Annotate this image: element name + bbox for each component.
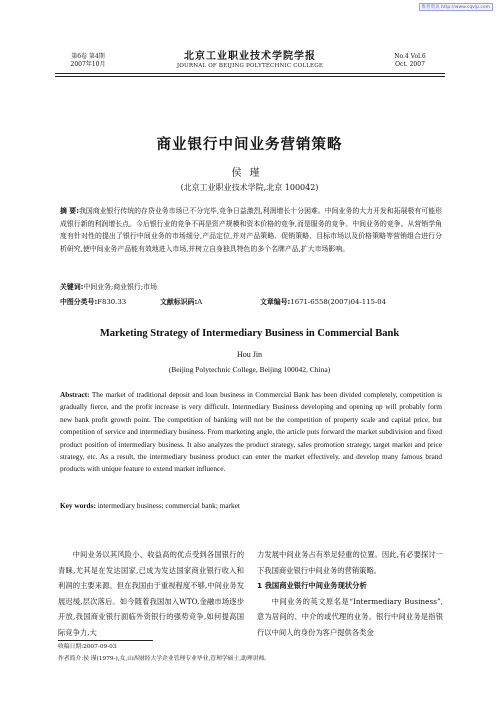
keywords-text-cn: 中间业务;商业银行;市场 xyxy=(83,283,157,291)
abstract-label-cn: 摘 要: xyxy=(60,207,79,215)
header-rule xyxy=(55,73,445,74)
issue-info-cn xyxy=(58,53,118,69)
keywords-en xyxy=(60,501,240,510)
article-title-en: Marketing Strategy of Intermediary Business in Commercial Bank xyxy=(99,328,400,339)
issue-info-en xyxy=(385,53,435,69)
journal-title-en: JOURNAL OF BEIJING POLYTECHNIC COLLEGE xyxy=(176,63,324,69)
keywords-label-en: Key words: xyxy=(60,501,96,510)
affiliation-en: (Beijing Polytechnic College, Beijing 100042, China) xyxy=(168,365,331,374)
author-en: Hou Jin xyxy=(236,350,263,359)
body-paragraph: 中间业务以其风险小、收益高的优点受到各国银行的青睐,尤其是在发达国家,已成为发达国家商业银行收入和利润的主要来源。但在我国由于重视程度不够,中间业务发展迟缓,层次落后。如今随着我国加入WTO,金融市场逐步开放,我国商业银行面临外资银行的强势竞争,如何提高国际竞争力,大 xyxy=(58,550,244,637)
keywords-cn xyxy=(60,281,157,291)
clc-label: 中图分类号: xyxy=(60,298,98,306)
footnote-author-info: 作者简介:侯 瑾(1979-),女,山西财经大学企业管理专业毕业,管理学硕士,助理讲师。 xyxy=(58,656,271,662)
doc-code-value: A xyxy=(197,298,203,306)
header-rule-thin xyxy=(55,76,445,77)
journal-title-cn: 北京工业职业技术学院学报 xyxy=(184,51,316,62)
issue-number-cn: 第6卷 第4期 xyxy=(71,53,105,60)
watermark: 维普资讯 http://www.cqvip.com xyxy=(419,3,493,11)
abstract-label-en: Abstract: xyxy=(60,390,90,399)
article-number-value: 1671-6558(2007)04-115-04 xyxy=(290,298,386,306)
keywords-text-en: intermediary business; commercial bank; market xyxy=(97,501,240,510)
footnote-received: 收稿日期:2007-09-03 xyxy=(58,644,117,650)
body-paragraph: 中间业务的英文原名是“Intermediary Business”,意为居间的、中介的或代理的业务。银行中间业务是指银行以中间人的身份为客户提供各类金 xyxy=(257,596,443,637)
clc-value: F830.33 xyxy=(97,298,127,306)
body-column-right xyxy=(257,547,443,640)
article-title-cn: 商业银行中间业务营销策略 xyxy=(156,137,343,153)
issue-number-en: No.4 Vol.6 xyxy=(394,53,426,60)
journal-header xyxy=(150,47,350,69)
body-column-left xyxy=(58,547,244,640)
issue-date-en: Oct. 2007 xyxy=(395,61,425,68)
doc-code-label: 文献标识码: xyxy=(160,298,198,306)
abstract-text-cn: 我国商业银行传统的存贷业务市场已不分完毕,竞争日益激烈,利润增长十分困难。中间业务的大力开发和拓展极有可能形成银行新的利润增长点。今后银行业的竞争不再是资产规模和资本价格的竞争,而是服务的竞争、中间业务的竞争。从营销学角度有针对性的提出了银行中间业务的市场细分,产品定位,并对产品策略、促销策略、目标市场以及价格策略等营销组合进行分析研究,使中间业务产品能有效地进入市场,并树立自身独具特色的多个名牌产品,扩大市场影响。 xyxy=(60,207,442,253)
abstract-text-en: The market of traditional deposit and loan business in Commercial Bank has been divided completely, competition is gradually fierce, and the profit increase is very difficult. Intermediary Business developing and opening up will probably form new bank profit growth point. The competition of banking will not be the competition of property scale and capital price, but competition of service and intermediary business. From marketing angle, the article puts forward the market subdivision and fixed product position of intermediary business. It also analyzes the product strategy, sales promotion strategy, target market and price strategy, etc. As a result, the intermediary business product can enter the market effectively, and develop many famous brand products with unique feature to extend market influence. xyxy=(60,390,442,474)
article-number-label: 文章编号: xyxy=(260,298,291,306)
issue-date-cn: 2007年10月 xyxy=(70,61,106,68)
footnote-rule xyxy=(58,640,153,641)
abstract-cn xyxy=(60,205,442,255)
keywords-label-cn: 关键词: xyxy=(60,283,84,291)
section-heading: 1 我国商业银行中间业务现状分析 xyxy=(257,581,367,590)
body-paragraph-continued: 力发展中间业务占有举足轻重的位置。因此,有必要探讨一下我国商业银行中间业务的营销策略。 xyxy=(257,550,443,575)
author-cn: 侯瑾 xyxy=(231,168,268,179)
affiliation-cn: (北京工业职业技术学院,北京 100042) xyxy=(180,183,319,192)
abstract-en xyxy=(60,389,442,476)
